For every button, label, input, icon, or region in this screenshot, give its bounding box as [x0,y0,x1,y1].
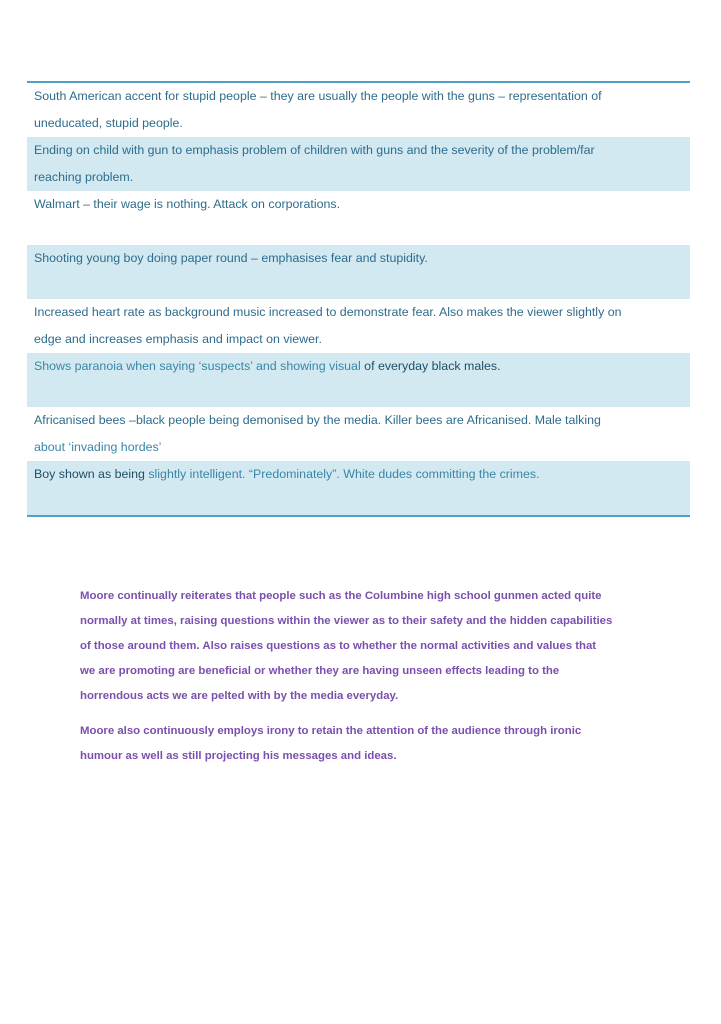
note-row-heart-rate [27,299,690,353]
note-row-africanised-bees [27,407,690,461]
commentary-line: humour as well as still projecting his messages and ideas. [80,750,397,762]
commentary-paragraph-2 [80,719,650,769]
note-line: South American accent for stupid people – they are usually the people with the guns – representation of [34,89,602,103]
note-text-part: Boy shown as being [34,467,145,481]
commentary-line: Moore continually reiterates that people such as the Columbine high school gunmen acted quite [80,590,602,602]
commentary-line: of those around them. Also raises questions as to whether the normal activities and values that [80,640,597,652]
note-text-part: Shows paranoia when saying ‘suspects’ and showing visual [34,359,361,373]
note-line: Walmart – their wage is nothing. Attack on corporations. [34,197,341,211]
commentary-line: Moore also continuously employs irony to retain the attention of the audience through ironic [80,725,582,737]
note-row-walmart [27,191,690,245]
note-line: Ending on child with gun to emphasis problem of children with guns and the severity of the problem/far [34,143,595,157]
note-row-child-with-gun [27,137,690,191]
note-row-paranoia [27,353,690,407]
note-line: Shooting young boy doing paper round – emphasises fear and stupidity. [34,251,428,265]
note-text-part: slightly intelligent. “Predominately”. White dudes committing the crimes. [148,467,540,481]
commentary-line: normally at times, raising questions within the viewer as to their safety and the hidden capabilities [80,615,613,627]
commentary-line: horrendous acts we are pelted with by the media everyday. [80,690,399,702]
note-row-south-american-accent [27,83,690,137]
note-line [34,461,683,488]
note-line: uneducated, stupid people. [34,116,183,130]
note-line: Africanised bees –black people being demonised by the media. Killer bees are Africanised. Male talking [34,413,601,427]
commentary-paragraph-1 [80,584,650,709]
notes-table [27,81,690,517]
note-line: Increased heart rate as background music increased to demonstrate fear. Also makes the viewer slightly on [34,305,622,319]
note-line [34,353,683,380]
commentary-line: we are promoting are beneficial or whether they are having unseen effects leading to the [80,665,560,677]
note-row-paper-round [27,245,690,299]
note-line: reaching problem. [34,170,134,184]
note-text-part: of everyday black males. [364,359,501,373]
note-row-boy-intelligent [27,461,690,515]
note-line: edge and increases emphasis and impact on viewer. [34,332,322,346]
commentary-section [80,584,650,779]
note-line: about ‘invading hordes’ [34,440,162,454]
